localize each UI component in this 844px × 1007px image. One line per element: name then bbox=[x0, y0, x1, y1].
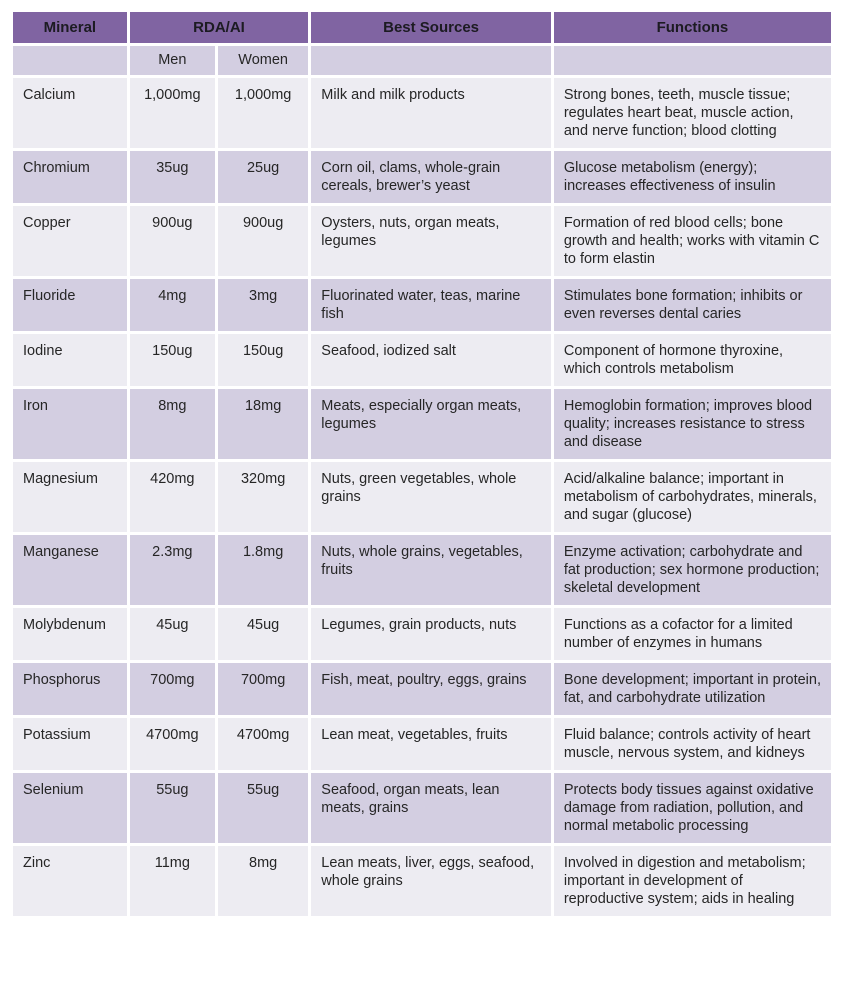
cell-best-sources: Lean meats, liver, eggs, seafood, whole grains bbox=[311, 846, 551, 916]
table-row bbox=[13, 389, 831, 459]
cell-mineral-name: Fluoride bbox=[13, 279, 127, 331]
cell-best-sources: Meats, especially organ meats, legumes bbox=[311, 389, 551, 459]
cell-mineral-name: Calcium bbox=[13, 78, 127, 148]
minerals-table bbox=[10, 9, 834, 919]
cell-rda-women: 45ug bbox=[218, 608, 308, 660]
cell-functions: Protects body tissues against oxidative damage from radiation, pollution, and normal metabolic processing bbox=[554, 773, 831, 843]
cell-rda-women: 3mg bbox=[218, 279, 308, 331]
column-header-functions: Functions bbox=[554, 12, 831, 43]
cell-best-sources: Oysters, nuts, organ meats, legumes bbox=[311, 206, 551, 276]
cell-rda-men: 700mg bbox=[130, 663, 215, 715]
cell-rda-women: 1.8mg bbox=[218, 535, 308, 605]
table-row bbox=[13, 334, 831, 386]
cell-mineral-name: Iodine bbox=[13, 334, 127, 386]
cell-mineral-name: Iron bbox=[13, 389, 127, 459]
cell-rda-men: 35ug bbox=[130, 151, 215, 203]
cell-best-sources: Fish, meat, poultry, eggs, grains bbox=[311, 663, 551, 715]
table-row bbox=[13, 151, 831, 203]
cell-best-sources: Lean meat, vegetables, fruits bbox=[311, 718, 551, 770]
cell-rda-women: 1,000mg bbox=[218, 78, 308, 148]
cell-rda-men: 900ug bbox=[130, 206, 215, 276]
table-row bbox=[13, 663, 831, 715]
cell-functions: Functions as a cofactor for a limited number of enzymes in humans bbox=[554, 608, 831, 660]
cell-best-sources: Corn oil, clams, whole-grain cereals, brewer’s yeast bbox=[311, 151, 551, 203]
table-row bbox=[13, 718, 831, 770]
subheader-mineral-empty bbox=[13, 46, 127, 75]
cell-best-sources: Nuts, green vegetables, whole grains bbox=[311, 462, 551, 532]
header-row bbox=[13, 12, 831, 43]
cell-functions: Stimulates bone formation; inhibits or even reverses dental caries bbox=[554, 279, 831, 331]
cell-functions: Glucose metabolism (energy); increases effectiveness of insulin bbox=[554, 151, 831, 203]
cell-functions: Involved in digestion and metabolism; important in development of reproductive system; aids in healing bbox=[554, 846, 831, 916]
table-row bbox=[13, 462, 831, 532]
cell-rda-men: 1,000mg bbox=[130, 78, 215, 148]
cell-rda-women: 25ug bbox=[218, 151, 308, 203]
table-row bbox=[13, 206, 831, 276]
cell-rda-men: 8mg bbox=[130, 389, 215, 459]
table-row bbox=[13, 608, 831, 660]
cell-rda-women: 700mg bbox=[218, 663, 308, 715]
cell-rda-women: 8mg bbox=[218, 846, 308, 916]
cell-mineral-name: Selenium bbox=[13, 773, 127, 843]
column-header-rda-ai: RDA/AI bbox=[130, 12, 309, 43]
cell-rda-men: 4700mg bbox=[130, 718, 215, 770]
table-row bbox=[13, 535, 831, 605]
cell-rda-men: 11mg bbox=[130, 846, 215, 916]
cell-functions: Formation of red blood cells; bone growth and health; works with vitamin C to form elastin bbox=[554, 206, 831, 276]
column-header-women: Women bbox=[218, 46, 308, 75]
cell-rda-women: 4700mg bbox=[218, 718, 308, 770]
cell-rda-women: 320mg bbox=[218, 462, 308, 532]
cell-rda-women: 18mg bbox=[218, 389, 308, 459]
cell-functions: Fluid balance; controls activity of heart muscle, nervous system, and kidneys bbox=[554, 718, 831, 770]
cell-functions: Strong bones, teeth, muscle tissue; regulates heart beat, muscle action, and nerve function; blood clotting bbox=[554, 78, 831, 148]
cell-mineral-name: Manganese bbox=[13, 535, 127, 605]
cell-best-sources: Seafood, iodized salt bbox=[311, 334, 551, 386]
cell-best-sources: Seafood, organ meats, lean meats, grains bbox=[311, 773, 551, 843]
cell-mineral-name: Magnesium bbox=[13, 462, 127, 532]
table-row bbox=[13, 846, 831, 916]
cell-best-sources: Nuts, whole grains, vegetables, fruits bbox=[311, 535, 551, 605]
table-row bbox=[13, 279, 831, 331]
cell-rda-women: 55ug bbox=[218, 773, 308, 843]
column-header-best-sources: Best Sources bbox=[311, 12, 551, 43]
cell-mineral-name: Zinc bbox=[13, 846, 127, 916]
cell-functions: Bone development; important in protein, fat, and carbohydrate utilization bbox=[554, 663, 831, 715]
cell-mineral-name: Copper bbox=[13, 206, 127, 276]
cell-rda-men: 4mg bbox=[130, 279, 215, 331]
column-header-mineral: Mineral bbox=[13, 12, 127, 43]
cell-rda-men: 2.3mg bbox=[130, 535, 215, 605]
cell-functions: Component of hormone thyroxine, which controls metabolism bbox=[554, 334, 831, 386]
table-row bbox=[13, 78, 831, 148]
cell-best-sources: Fluorinated water, teas, marine fish bbox=[311, 279, 551, 331]
cell-rda-women: 900ug bbox=[218, 206, 308, 276]
cell-mineral-name: Potassium bbox=[13, 718, 127, 770]
subheader-row bbox=[13, 46, 831, 75]
cell-rda-men: 420mg bbox=[130, 462, 215, 532]
cell-functions: Acid/alkaline balance; important in metabolism of carbohydrates, minerals, and sugar (glucose) bbox=[554, 462, 831, 532]
subheader-sources-empty bbox=[311, 46, 551, 75]
cell-best-sources: Milk and milk products bbox=[311, 78, 551, 148]
cell-mineral-name: Phosphorus bbox=[13, 663, 127, 715]
column-header-men: Men bbox=[130, 46, 215, 75]
subheader-functions-empty bbox=[554, 46, 831, 75]
cell-rda-men: 150ug bbox=[130, 334, 215, 386]
cell-rda-women: 150ug bbox=[218, 334, 308, 386]
cell-mineral-name: Chromium bbox=[13, 151, 127, 203]
cell-mineral-name: Molybdenum bbox=[13, 608, 127, 660]
table-row bbox=[13, 773, 831, 843]
cell-rda-men: 55ug bbox=[130, 773, 215, 843]
cell-functions: Hemoglobin formation; improves blood quality; increases resistance to stress and disease bbox=[554, 389, 831, 459]
cell-functions: Enzyme activation; carbohydrate and fat production; sex hormone production; skeletal development bbox=[554, 535, 831, 605]
cell-rda-men: 45ug bbox=[130, 608, 215, 660]
cell-best-sources: Legumes, grain products, nuts bbox=[311, 608, 551, 660]
